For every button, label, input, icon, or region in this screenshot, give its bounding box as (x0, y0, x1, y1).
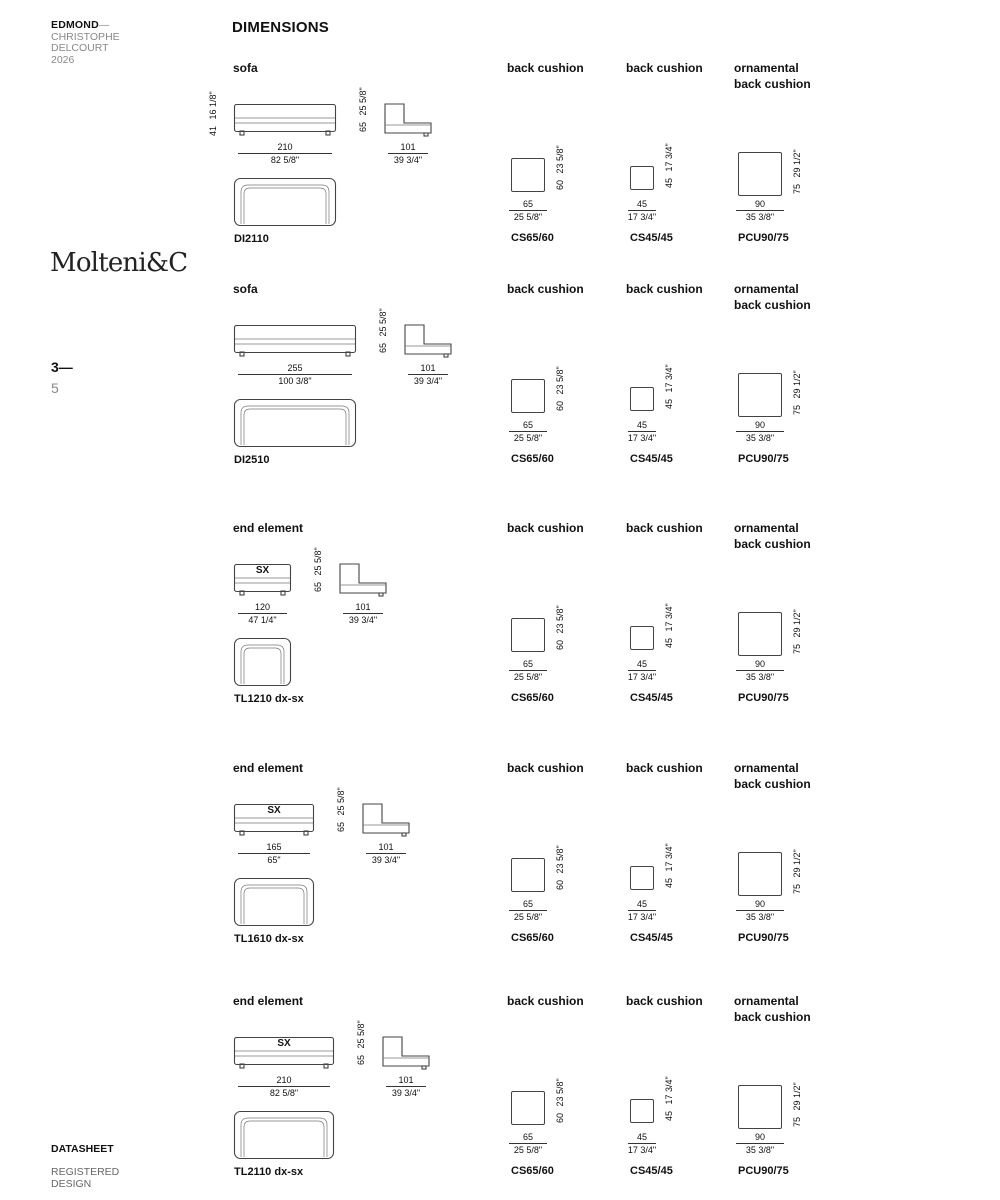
cushion-width-dim-line (509, 431, 547, 432)
cushion-code: CS45/45 (630, 1165, 673, 1177)
front-width-dim-line (238, 853, 310, 854)
cushion-width-dim (732, 199, 788, 222)
depth-dim (339, 602, 387, 625)
page-current: 3— (51, 359, 73, 375)
side-view-drawing (362, 803, 410, 837)
cushion-width-dim-in: 35 3/8" (745, 212, 775, 222)
front-width-dim-in: 100 3/8" (278, 376, 312, 386)
cushion-width-dim-in: 35 3/8" (745, 672, 775, 682)
side-height-dim-in: 25 5/8" (378, 308, 388, 339)
cushion-height-dim (555, 366, 565, 411)
cushion-drawing (738, 1085, 782, 1129)
cushion-width-dim (732, 1132, 788, 1155)
product-label: end element (233, 994, 304, 1008)
front-width-dim-in: 82 5/8" (270, 155, 300, 165)
cushion-height-dim-in: 17 3/4" (664, 603, 674, 634)
cushion-width-dim-line (628, 1143, 656, 1144)
depth-dim-in: 39 3/4" (413, 376, 443, 386)
cushion-code: CS65/60 (511, 932, 554, 944)
front-width-dim-in: 47 1/4" (248, 615, 277, 625)
sx-mark: SX (255, 565, 270, 576)
sx-mark: SX (277, 1038, 291, 1049)
cushion-width-dim-in: 35 3/8" (745, 433, 775, 443)
top-view-drawing (234, 399, 356, 447)
side-height-dim (358, 87, 368, 132)
cushion-height-dim-cm: 45 (664, 877, 674, 888)
front-width-dim-cm: 255 (287, 363, 303, 373)
cushion-width-dim-in: 17 3/4" (627, 912, 657, 922)
cushion-height-dim (664, 843, 674, 888)
cushion-drawing (630, 866, 654, 890)
cushion-height-dim-in: 23 5/8" (555, 145, 565, 176)
cushion-width-dim (732, 420, 788, 443)
cushion-height-dim-cm: 75 (792, 883, 802, 894)
cushion-height-dim-in: 29 1/2" (792, 370, 802, 401)
product-code: DI2110 (234, 233, 269, 245)
cushion-code: CS65/60 (511, 232, 554, 244)
front-width-dim-in: 65" (267, 855, 281, 865)
cushion-height-dim (792, 1082, 802, 1127)
top-view-drawing (234, 638, 291, 686)
footer-registered (51, 1166, 119, 1190)
cushion-height-dim-in: 17 3/4" (664, 843, 674, 874)
cushion-width-dim-cm: 65 (522, 420, 533, 430)
cushion-height-dim-cm: 75 (792, 643, 802, 654)
designer-line-1: CHRISTOPHE (51, 30, 120, 43)
cushion-height-dim (664, 603, 674, 648)
cushion-code: CS65/60 (511, 453, 554, 465)
cushion-label: back cushion (507, 521, 584, 535)
side-height-dim-in: 25 5/8" (313, 547, 323, 578)
cushion-code: CS45/45 (630, 453, 673, 465)
depth-dim-line (408, 374, 448, 375)
cushion-code: CS65/60 (511, 1165, 554, 1177)
cushion-height-dim-cm: 75 (792, 183, 802, 194)
depth-dim-in: 39 3/4" (371, 855, 401, 865)
cushion-label: back cushion (626, 761, 703, 775)
product-code: TL1210 dx-sx (234, 693, 304, 705)
cushion-drawing (511, 858, 545, 892)
side-height-dim-cm: 65 (358, 121, 368, 132)
cushion-drawing (738, 152, 782, 196)
designer-line-2: DELCOURT (51, 42, 109, 55)
cushion-width-dim-in: 35 3/8" (745, 1145, 775, 1155)
cushion-width-dim (624, 899, 660, 922)
height-dim-in: 16 1/8" (208, 91, 218, 122)
cushion-height-dim (792, 849, 802, 894)
cushion-width-dim-in: 25 5/8" (513, 912, 543, 922)
front-width-dim (234, 602, 291, 625)
product-label: sofa (233, 282, 258, 296)
side-height-dim-cm: 65 (378, 342, 388, 353)
front-view-drawing (234, 325, 356, 361)
cushion-height-dim (792, 609, 802, 654)
cushion-label: back cushion (507, 994, 584, 1008)
depth-dim (362, 842, 410, 865)
cushion-width-dim-in: 17 3/4" (627, 212, 657, 222)
footer-registered-line-2: DESIGN (51, 1178, 92, 1190)
front-width-dim-line (238, 1086, 330, 1087)
cushion-width-dim (505, 420, 551, 443)
cushion-width-dim-cm: 90 (754, 1132, 765, 1142)
front-view-drawing (234, 104, 336, 140)
cushion-drawing (630, 626, 654, 650)
cushion-height-dim (555, 1078, 565, 1123)
year: 2026 (51, 53, 75, 66)
depth-dim-cm: 101 (355, 602, 371, 612)
cushion-width-dim-cm: 65 (522, 659, 533, 669)
top-view-drawing (234, 178, 336, 226)
height-dim-cm: 41 (208, 125, 218, 136)
cushion-height-dim-in: 23 5/8" (555, 845, 565, 876)
cushion-width-dim-cm: 45 (636, 659, 647, 669)
brand-block (51, 20, 120, 66)
cushion-drawing (738, 612, 782, 656)
cushion-height-dim (792, 149, 802, 194)
footer-datasheet: DATASHEET (51, 1143, 114, 1155)
cushion-width-dim (732, 899, 788, 922)
cushion-label-line-1: ornamental (734, 761, 799, 775)
depth-dim-cm: 101 (400, 142, 416, 152)
product-name: EDMOND— (51, 19, 110, 31)
cushion-height-dim-in: 17 3/4" (664, 143, 674, 174)
side-view-drawing (384, 103, 432, 137)
cushion-drawing (738, 852, 782, 896)
cushion-width-dim-line (509, 1143, 547, 1144)
depth-dim-in: 39 3/4" (391, 1088, 421, 1098)
cushion-drawing (511, 1091, 545, 1125)
cushion-width-dim (624, 1132, 660, 1155)
front-width-dim-cm: 165 (266, 842, 282, 852)
cushion-width-dim-line (736, 210, 784, 211)
cushion-width-dim-cm: 90 (754, 659, 765, 669)
side-height-dim-cm: 65 (356, 1054, 366, 1065)
cushion-drawing (630, 166, 654, 190)
cushion-height-dim-in: 17 3/4" (664, 1076, 674, 1107)
cushion-height-dim-cm: 45 (664, 1110, 674, 1121)
cushion-height-dim-in: 23 5/8" (555, 1078, 565, 1109)
side-height-dim-cm: 65 (313, 581, 323, 592)
cushion-drawing (511, 379, 545, 413)
product-code: TL2110 dx-sx (234, 1166, 304, 1178)
cushion-height-dim (664, 1076, 674, 1121)
cushion-width-dim (505, 199, 551, 222)
cushion-height-dim-cm: 60 (555, 639, 565, 650)
cushion-height-dim (555, 845, 565, 890)
cushion-width-dim-line (628, 910, 656, 911)
cushion-width-dim (624, 659, 660, 682)
cushion-label-line-2: back cushion (734, 777, 811, 791)
cushion-height-dim-cm: 60 (555, 879, 565, 890)
front-width-dim (234, 842, 314, 865)
cushion-drawing (630, 1099, 654, 1123)
front-width-dim-in: 82 5/8" (269, 1088, 299, 1098)
cushion-drawing (511, 618, 545, 652)
depth-dim-in: 39 3/4" (393, 155, 423, 165)
cushion-code: PCU90/75 (738, 692, 789, 704)
cushion-drawing (630, 387, 654, 411)
side-height-dim-cm: 65 (336, 821, 346, 832)
depth-dim-line (343, 613, 383, 614)
cushion-label: back cushion (626, 282, 703, 296)
cushion-height-dim-in: 29 1/2" (792, 149, 802, 180)
cushion-code: CS45/45 (630, 932, 673, 944)
front-width-dim (234, 1075, 334, 1098)
cushion-height-dim (664, 364, 674, 409)
depth-dim-line (386, 1086, 426, 1087)
cushion-width-dim-in: 25 5/8" (513, 672, 543, 682)
cushion-height-dim-in: 23 5/8" (555, 605, 565, 636)
cushion-code: PCU90/75 (738, 232, 789, 244)
product-code: TL1610 dx-sx (234, 933, 304, 945)
cushion-width-dim-line (736, 431, 784, 432)
cushion-width-dim-cm: 65 (522, 899, 533, 909)
cushion-height-dim (792, 370, 802, 415)
cushion-label-line-2: back cushion (734, 298, 811, 312)
side-height-dim (313, 547, 323, 592)
depth-dim-line (366, 853, 406, 854)
cushion-height-dim-cm: 75 (792, 404, 802, 415)
cushion-width-dim-cm: 90 (754, 420, 765, 430)
front-width-dim-cm: 210 (277, 142, 293, 152)
cushion-code: CS45/45 (630, 692, 673, 704)
cushion-drawing (738, 373, 782, 417)
cushion-height-dim-in: 29 1/2" (792, 609, 802, 640)
front-width-dim-line (238, 153, 332, 154)
side-height-dim-in: 25 5/8" (358, 87, 368, 118)
cushion-width-dim-line (736, 670, 784, 671)
product-label: end element (233, 761, 304, 775)
cushion-height-dim-cm: 60 (555, 1112, 565, 1123)
cushion-width-dim-cm: 65 (522, 1132, 533, 1142)
page-title: DIMENSIONS (232, 19, 330, 36)
cushion-width-dim (732, 659, 788, 682)
cushion-height-dim-cm: 75 (792, 1116, 802, 1127)
cushion-height-dim-cm: 60 (555, 179, 565, 190)
cushion-width-dim-cm: 45 (636, 899, 647, 909)
front-width-dim (234, 363, 356, 386)
top-view-drawing (234, 878, 314, 926)
cushion-height-dim (555, 605, 565, 650)
cushion-width-dim-line (509, 210, 547, 211)
depth-dim-line (388, 153, 428, 154)
cushion-width-dim-line (628, 670, 656, 671)
cushion-width-dim-line (628, 431, 656, 432)
cushion-width-dim-cm: 90 (754, 199, 765, 209)
side-view-drawing (339, 563, 387, 597)
cushion-height-dim-cm: 45 (664, 398, 674, 409)
sx-mark: SX (267, 805, 281, 816)
cushion-height-dim (555, 145, 565, 190)
front-width-dim-line (238, 374, 352, 375)
side-height-dim (356, 1020, 366, 1065)
cushion-width-dim (505, 899, 551, 922)
cushion-label: back cushion (626, 994, 703, 1008)
cushion-width-dim-in: 25 5/8" (513, 433, 543, 443)
product-label: end element (233, 521, 304, 535)
cushion-width-dim (505, 659, 551, 682)
page-total: 5 (51, 380, 59, 396)
cushion-height-dim-in: 23 5/8" (555, 366, 565, 397)
cushion-height-dim-in: 17 3/4" (664, 364, 674, 395)
cushion-height-dim (664, 143, 674, 188)
product-code: DI2510 (234, 454, 270, 466)
cushion-label: back cushion (626, 521, 703, 535)
cushion-height-dim-in: 29 1/2" (792, 849, 802, 880)
cushion-code: PCU90/75 (738, 1165, 789, 1177)
height-dim (208, 91, 218, 136)
cushion-width-dim-line (736, 1143, 784, 1144)
front-width-dim-line (238, 613, 287, 614)
cushion-label-line-2: back cushion (734, 1010, 811, 1024)
cushion-height-dim-cm: 45 (664, 177, 674, 188)
cushion-width-dim-cm: 45 (636, 199, 647, 209)
depth-dim (384, 142, 432, 165)
cushion-label: back cushion (507, 761, 584, 775)
cushion-width-dim (624, 199, 660, 222)
side-height-dim (336, 787, 346, 832)
cushion-code: CS65/60 (511, 692, 554, 704)
page-number (51, 357, 73, 399)
depth-dim-cm: 101 (398, 1075, 414, 1085)
front-width-dim-cm: 120 (254, 602, 271, 612)
brand-logo: Molteni&C (50, 248, 188, 278)
front-width-dim (234, 142, 336, 165)
depth-dim-in: 39 3/4" (348, 615, 378, 625)
cushion-width-dim-in: 17 3/4" (627, 433, 657, 443)
side-height-dim-in: 25 5/8" (356, 1020, 366, 1051)
cushion-label: back cushion (507, 282, 584, 296)
cushion-height-dim-cm: 60 (555, 400, 565, 411)
side-height-dim-in: 25 5/8" (336, 787, 346, 818)
cushion-label-line-2: back cushion (734, 77, 811, 91)
cushion-width-dim (505, 1132, 551, 1155)
cushion-width-dim (624, 420, 660, 443)
product-label: sofa (233, 61, 258, 75)
cushion-width-dim-cm: 65 (522, 199, 533, 209)
cushion-height-dim-in: 29 1/2" (792, 1082, 802, 1113)
cushion-width-dim-cm: 90 (754, 899, 765, 909)
cushion-height-dim-cm: 45 (664, 637, 674, 648)
side-height-dim (378, 308, 388, 353)
side-view-drawing (404, 324, 452, 358)
cushion-width-dim-line (628, 210, 656, 211)
footer-registered-line-1: REGISTERED (51, 1166, 120, 1178)
cushion-width-dim-line (736, 910, 784, 911)
cushion-width-dim-in: 35 3/8" (745, 912, 775, 922)
depth-dim (404, 363, 452, 386)
depth-dim (382, 1075, 430, 1098)
cushion-code: CS45/45 (630, 232, 673, 244)
side-view-drawing (382, 1036, 430, 1070)
cushion-label-line-1: ornamental (734, 282, 799, 296)
cushion-width-dim-in: 25 5/8" (513, 1145, 543, 1155)
cushion-width-dim-cm: 45 (636, 1132, 647, 1142)
cushion-label-line-1: ornamental (734, 521, 799, 535)
cushion-drawing (511, 158, 545, 192)
cushion-width-dim-in: 17 3/4" (627, 1145, 657, 1155)
cushion-code: PCU90/75 (738, 932, 789, 944)
cushion-width-dim-in: 25 5/8" (513, 212, 543, 222)
cushion-width-dim-line (509, 910, 547, 911)
cushion-label: back cushion (507, 61, 584, 75)
cushion-code: PCU90/75 (738, 453, 789, 465)
cushion-label-line-1: ornamental (734, 994, 799, 1008)
cushion-width-dim-in: 17 3/4" (627, 672, 657, 682)
depth-dim-cm: 101 (420, 363, 436, 373)
cushion-label-line-1: ornamental (734, 61, 799, 75)
cushion-label: back cushion (626, 61, 703, 75)
cushion-label-line-2: back cushion (734, 537, 811, 551)
cushion-width-dim-cm: 45 (636, 420, 647, 430)
depth-dim-cm: 101 (378, 842, 394, 852)
cushion-width-dim-line (509, 670, 547, 671)
front-width-dim-cm: 210 (276, 1075, 292, 1085)
top-view-drawing (234, 1111, 334, 1159)
